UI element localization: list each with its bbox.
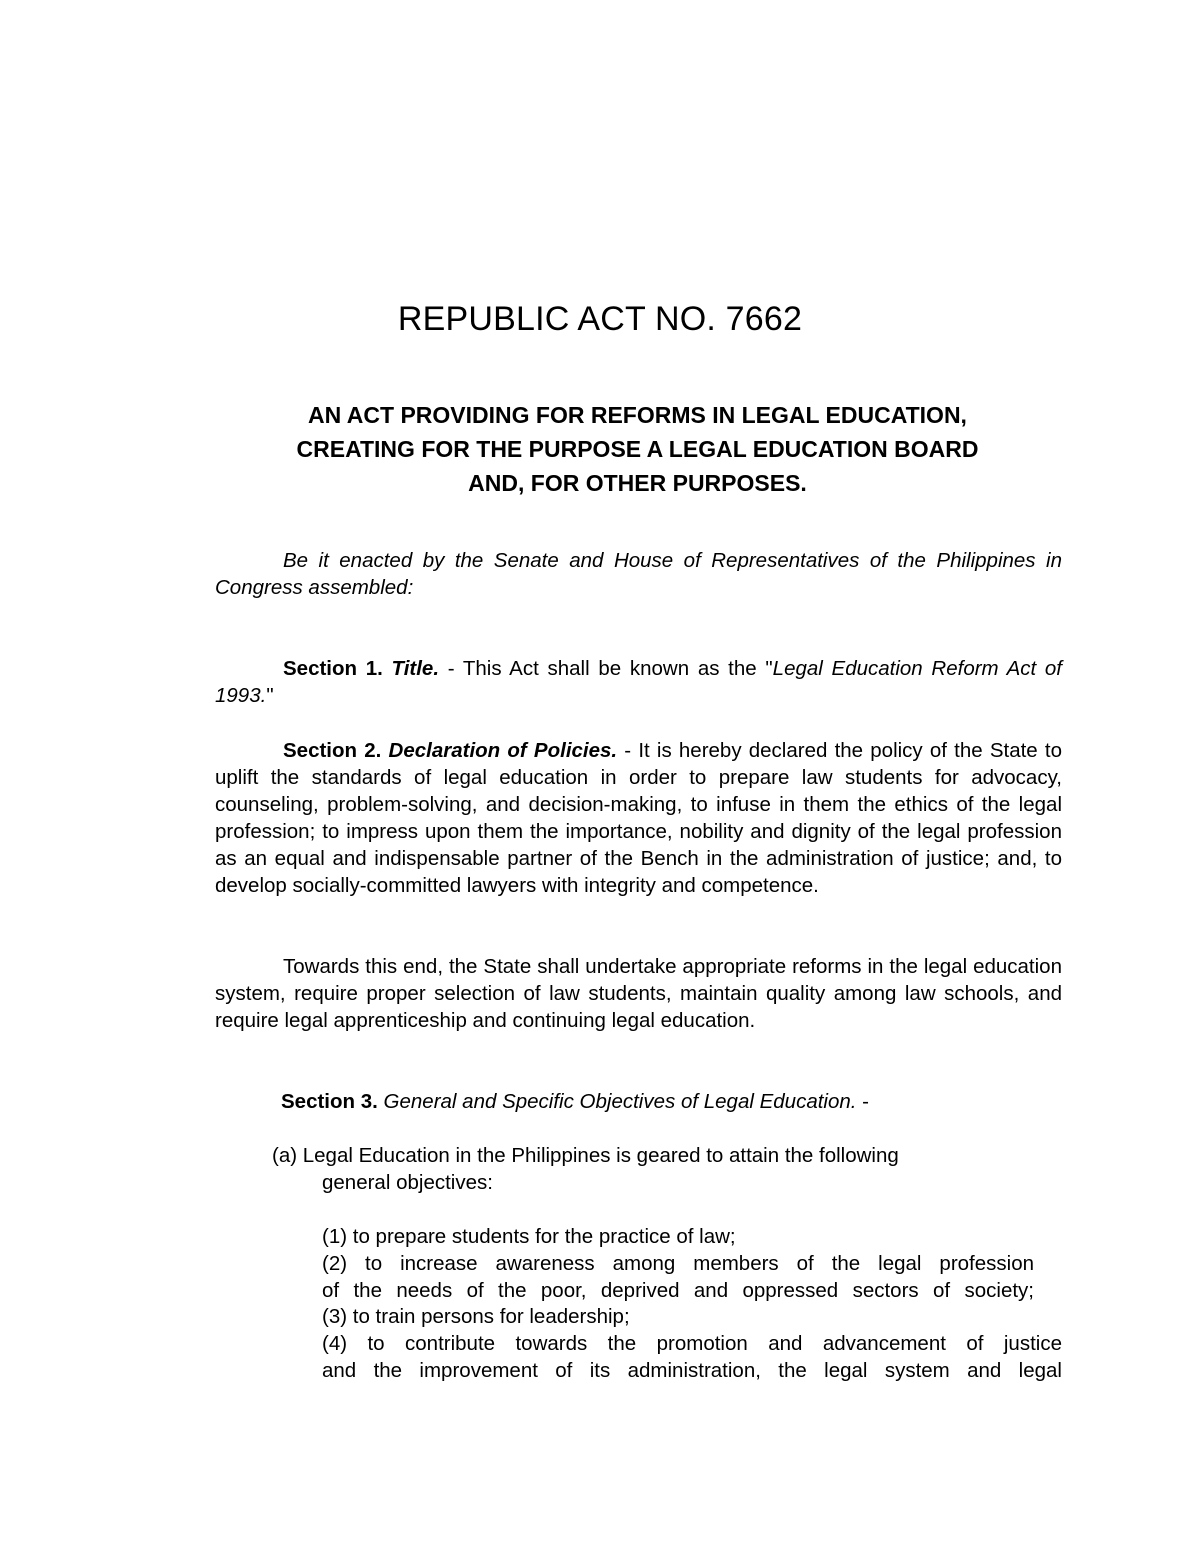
enacting-clause: Be it enacted by the Senate and House of Representatives of the Philippines in Congress assembled: [215,549,1062,599]
section-1-title: Title. [391,657,440,680]
act-title-line-2: CREATING FOR THE PURPOSE A LEGAL EDUCATION BOARD [296,436,979,462]
list-item: of the needs of the poor, deprived and oppressed sectors of society; [322,1278,1034,1302]
section-3-dash: - [856,1090,869,1113]
section-2-paragraph-2: Towards this end, the State shall undertake appropriate reforms in the legal education system, require proper selection of law students, maintain quality among law schools, and require legal apprenticeship and continuing legal education. [215,955,1062,1032]
act-number-heading: REPUBLIC ACT NO. 7662 [397,300,803,338]
section-3-label: Section 3. [281,1090,378,1113]
section-1-label: Section 1. [283,657,383,680]
section-2-label: Section 2. [283,739,382,762]
item-a-line-1: (a) Legal Education in the Philippines is geared to attain the following [272,1144,899,1167]
section-3-item-a [272,1142,1062,1196]
list-item: (1) to prepare students for the practice of law; [322,1225,736,1248]
section-2 [215,737,1062,899]
section-1-closing-quote: " [266,684,274,707]
act-title-line-1: AN ACT PROVIDING FOR REFORMS IN LEGAL EDUCATION, [308,402,967,428]
act-title [150,398,1125,500]
act-title-line-3: AND, FOR OTHER PURPOSES. [468,470,807,496]
section-3-title: General and Specific Objectives of Legal Education. [383,1090,857,1113]
section-3-heading [215,1088,1062,1115]
section-2-title: Declaration of Policies. [388,739,618,762]
list-item: (2) to increase awareness among members of the legal profession [322,1251,1034,1275]
section-1-short-title: Legal Education Reform Act of 1993. [215,657,1062,707]
section-2-text: - It is hereby declared the policy of the State to uplift the standards of legal education in order to prepare law students for advocacy, counseling, problem-solving, and decision-making, to infuse in them the ethics of the legal profession; to impress upon them the importance, nobility and dignity of the legal profession as an equal and indispensable partner of the Bench in the administration of justice; and, to develop socially-committed lawyers with integrity and competence. [215,739,1062,897]
general-objectives-list [322,1224,1062,1385]
section-1-text: - This Act shall be known as the " [439,657,773,680]
list-item: (4) to contribute towards the promotion and advancement of justice [322,1332,1062,1356]
list-item: (3) to train persons for leadership; [322,1305,630,1329]
section-1 [215,655,1062,709]
item-a-line-2: general objectives: [322,1171,493,1194]
list-item: and the improvement of its administration, the legal system and legal [322,1358,1062,1382]
